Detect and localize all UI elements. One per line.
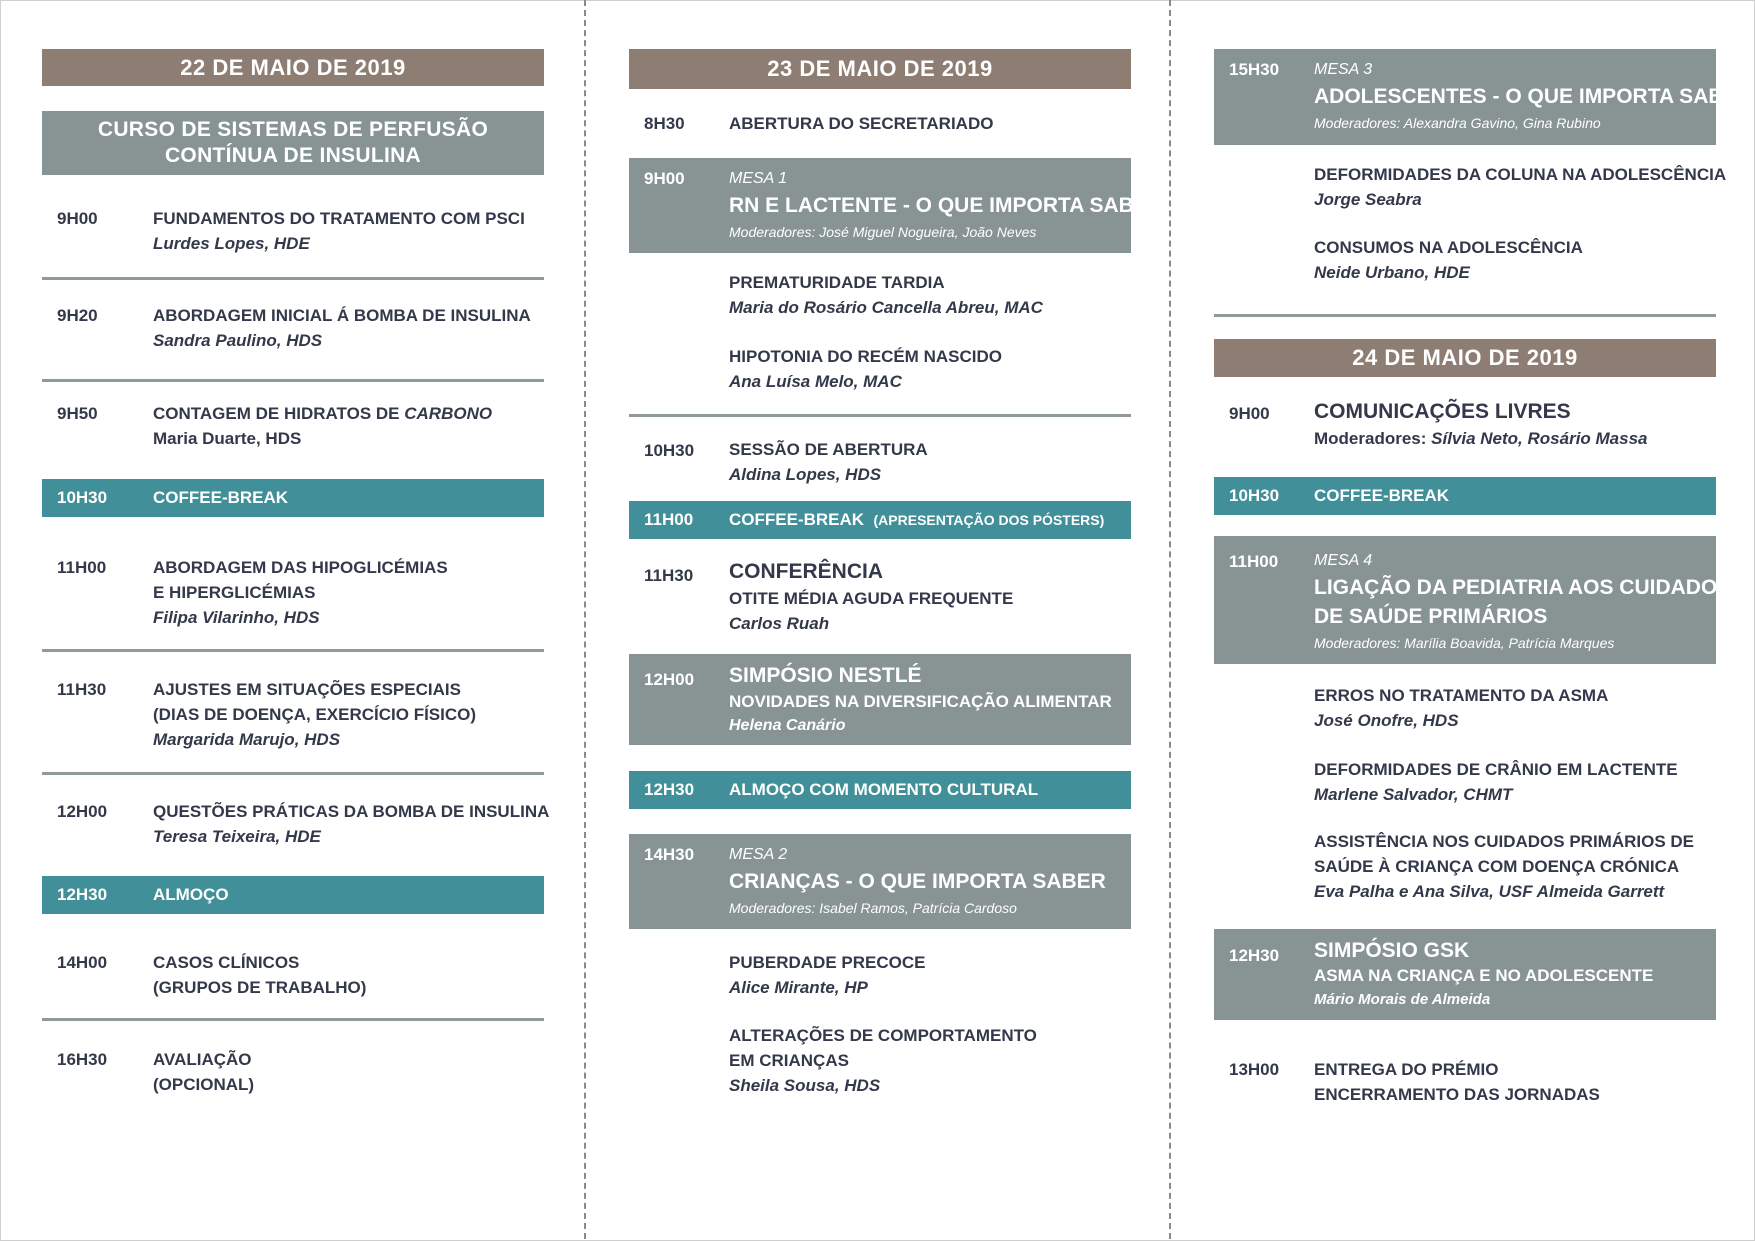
lunch-bar bbox=[42, 876, 544, 914]
session-heading: COMUNICAÇÕES LIVRES bbox=[1314, 400, 1571, 423]
session-title: ERROS NO TRATAMENTO DA ASMA bbox=[1314, 686, 1609, 705]
divider bbox=[42, 772, 544, 775]
fold-line-2 bbox=[1169, 0, 1171, 1239]
divider bbox=[42, 649, 544, 652]
session-item bbox=[729, 270, 1043, 320]
lunch-bar bbox=[629, 771, 1131, 809]
session-title: ABORDAGEM DAS HIPOGLICÉMIAS bbox=[153, 558, 448, 577]
mesa-content bbox=[729, 843, 1106, 920]
conference-item bbox=[729, 557, 1013, 636]
session-item bbox=[153, 950, 366, 1000]
speaker: José Onofre, HDS bbox=[1314, 711, 1459, 730]
mesa-title: LIGAÇÃO DA PEDIATRIA AOS CUIDADOS bbox=[1314, 576, 1732, 599]
mesa-title: DE SAÚDE PRIMÁRIOS bbox=[1314, 605, 1548, 628]
day-header bbox=[629, 49, 1131, 89]
course-title bbox=[42, 111, 544, 175]
break-note: (APRESENTAÇÃO DOS PÓSTERS) bbox=[873, 512, 1105, 528]
conference-heading: CONFERÊNCIA bbox=[729, 560, 884, 583]
divider bbox=[42, 277, 544, 280]
moderators: Moderadores: Alexandra Gavino, Gina Rubino bbox=[1314, 115, 1601, 131]
session-title-italic: CARBONO bbox=[404, 404, 493, 423]
speaker: Eva Palha e Ana Silva, USF Almeida Garrett bbox=[1314, 882, 1665, 901]
moderators-label: Moderadores: bbox=[1314, 429, 1432, 448]
mesa-4-block bbox=[1214, 536, 1732, 664]
time-label: 12H30 bbox=[644, 780, 695, 799]
divider bbox=[1214, 314, 1716, 317]
moderators: Moderadores: Isabel Ramos, Patrícia Cardoso bbox=[729, 900, 1017, 916]
session-item bbox=[1314, 829, 1694, 904]
mesa-label: MESA 1 bbox=[729, 170, 788, 187]
speaker: Ana Luísa Melo, MAC bbox=[729, 372, 902, 391]
session-item bbox=[153, 401, 492, 451]
session-title: AJUSTES EM SITUAÇÕES ESPECIAIS bbox=[153, 680, 461, 699]
session-title: CASOS CLÍNICOS bbox=[153, 953, 300, 972]
time-label: 9H00 bbox=[57, 209, 98, 228]
session-title: SESSÃO DE ABERTURA bbox=[729, 440, 928, 459]
day-header-label: 22 DE MAIO DE 2019 bbox=[180, 54, 406, 80]
speaker: Maria do Rosário Cancella Abreu, MAC bbox=[729, 298, 1043, 317]
session-title: (GRUPOS DE TRABALHO) bbox=[153, 978, 367, 997]
mesa-3-block bbox=[1214, 49, 1753, 145]
speaker: Maria Duarte, HDS bbox=[153, 429, 302, 448]
session-item bbox=[153, 799, 549, 849]
session-title: OTITE MÉDIA AGUDA FREQUENTE bbox=[729, 589, 1014, 608]
session-item bbox=[1314, 162, 1726, 212]
session-title: NOVIDADES NA DIVERSIFICAÇÃO ALIMENTAR bbox=[729, 692, 1112, 711]
day-header bbox=[42, 49, 544, 86]
time-label: 8H30 bbox=[644, 114, 685, 133]
session-title: ABORDAGEM INICIAL Á BOMBA DE INSULINA bbox=[153, 306, 531, 325]
time-label: 9H00 bbox=[644, 169, 685, 188]
divider bbox=[42, 1018, 544, 1021]
session-title: FUNDAMENTOS DO TRATAMENTO COM PSCI bbox=[153, 209, 525, 228]
session-item bbox=[729, 1023, 1037, 1098]
time-label: 10H30 bbox=[57, 488, 108, 507]
time-label: 14H30 bbox=[644, 845, 695, 864]
session-title: ENCERRAMENTO DAS JORNADAS bbox=[1314, 1085, 1600, 1104]
speaker: Neide Urbano, HDE bbox=[1314, 263, 1470, 282]
time-label: 11H30 bbox=[644, 566, 694, 585]
session-item bbox=[1314, 1057, 1600, 1107]
speaker: Teresa Teixeira, HDE bbox=[153, 827, 321, 846]
session-title: HIPOTONIA DO RECÉM NASCIDO bbox=[729, 347, 1002, 366]
session-item bbox=[729, 950, 925, 1000]
speaker: Carlos Ruah bbox=[729, 614, 830, 633]
coffee-break-bar bbox=[1214, 477, 1716, 515]
session-item bbox=[1314, 397, 1648, 451]
speaker: Jorge Seabra bbox=[1314, 190, 1422, 209]
break-label: COFFEE-BREAK bbox=[153, 488, 289, 507]
time-label: 16H30 bbox=[57, 1050, 108, 1069]
speaker: Aldina Lopes, HDS bbox=[729, 465, 882, 484]
session-title: ALTERAÇÕES DE COMPORTAMENTO bbox=[729, 1026, 1037, 1045]
moderators: Moderadores: Marília Boavida, Patrícia Marques bbox=[1314, 635, 1615, 651]
session-item bbox=[1314, 235, 1583, 285]
session-title: DEFORMIDADES DA COLUNA NA ADOLESCÊNCIA bbox=[1314, 165, 1727, 184]
session-title: PREMATURIDADE TARDIA bbox=[729, 273, 945, 292]
break-label: ALMOÇO bbox=[153, 885, 229, 904]
speaker: Helena Canário bbox=[729, 717, 846, 734]
moderators: Moderadores: José Miguel Nogueira, João Neves bbox=[729, 224, 1037, 240]
mesa-title: RN E LACTENTE - O QUE IMPORTA SABER bbox=[729, 194, 1164, 217]
symposium-content bbox=[729, 661, 1112, 738]
session-item bbox=[729, 437, 928, 487]
session-title: PUBERDADE PRECOCE bbox=[729, 953, 926, 972]
session-item bbox=[153, 303, 531, 353]
divider bbox=[42, 379, 544, 382]
moderators: Sílvia Neto, Rosário Massa bbox=[1431, 429, 1648, 448]
session-title: DEFORMIDADES DE CRÂNIO EM LACTENTE bbox=[1314, 760, 1678, 779]
speaker: Sandra Paulino, HDS bbox=[153, 331, 323, 350]
mesa-label: MESA 4 bbox=[1314, 552, 1373, 569]
symposium-block bbox=[1214, 929, 1716, 1020]
time-label: 10H30 bbox=[1229, 486, 1280, 505]
speaker: Marlene Salvador, CHMT bbox=[1314, 785, 1513, 804]
session-item bbox=[153, 1047, 254, 1097]
mesa-title: ADOLESCENTES - O QUE IMPORTA SABER bbox=[1314, 85, 1753, 108]
session-title: QUESTÕES PRÁTICAS DA BOMBA DE INSULINA bbox=[153, 802, 550, 821]
mesa-label: MESA 3 bbox=[1314, 61, 1373, 78]
session-item bbox=[153, 206, 525, 256]
speaker: Lurdes Lopes, HDE bbox=[153, 234, 310, 253]
fold-line-1 bbox=[584, 0, 586, 1239]
speaker: Alice Mirante, HP bbox=[729, 978, 868, 997]
mesa-title: CRIANÇAS - O QUE IMPORTA SABER bbox=[729, 870, 1106, 893]
session-title: EM CRIANÇAS bbox=[729, 1051, 849, 1070]
session-title: ASSISTÊNCIA NOS CUIDADOS PRIMÁRIOS DE bbox=[1314, 832, 1695, 851]
session-title: E HIPERGLICÉMIAS bbox=[153, 583, 316, 602]
mesa-content bbox=[1314, 549, 1731, 655]
session-title: CONSUMOS NA ADOLESCÊNCIA bbox=[1314, 238, 1583, 257]
session-title: ENTREGA DO PRÉMIO bbox=[1314, 1060, 1499, 1079]
divider bbox=[629, 414, 1131, 417]
time-label: 12H30 bbox=[57, 885, 108, 904]
break-title: COFFEE-BREAK bbox=[729, 510, 865, 529]
mesa-label: MESA 2 bbox=[729, 846, 788, 863]
time-label: 12H00 bbox=[644, 670, 695, 689]
session-item bbox=[153, 555, 448, 630]
mesa-2-block bbox=[629, 834, 1131, 929]
session-item bbox=[1314, 683, 1608, 733]
session-title: (DIAS DE DOENÇA, EXERCÍCIO FÍSICO) bbox=[153, 705, 477, 724]
day-header bbox=[1214, 339, 1716, 377]
time-label: 12H00 bbox=[57, 802, 108, 821]
mesa-1-block bbox=[629, 158, 1164, 253]
time-label: 11H00 bbox=[57, 558, 107, 577]
course-title-line: CONTÍNUA DE INSULINA bbox=[164, 144, 422, 167]
time-label: 12H30 bbox=[1229, 946, 1280, 965]
speaker: Filipa Vilarinho, HDS bbox=[153, 608, 320, 627]
speaker: Sheila Sousa, HDS bbox=[729, 1076, 881, 1095]
coffee-break-bar bbox=[42, 479, 544, 517]
session-item bbox=[153, 677, 476, 752]
session-item bbox=[1314, 757, 1678, 807]
course-title-line: CURSO DE SISTEMAS DE PERFUSÃO bbox=[97, 118, 489, 141]
session-item bbox=[729, 344, 1002, 394]
session-title: (OPCIONAL) bbox=[153, 1075, 255, 1094]
session-title: SAÚDE À CRIANÇA COM DOENÇA CRÓNICA bbox=[1314, 857, 1680, 876]
time-label: 11H30 bbox=[57, 680, 107, 699]
symposium-content bbox=[1314, 938, 1653, 1012]
time-label: 9H50 bbox=[57, 404, 98, 423]
mesa-content bbox=[729, 167, 1163, 244]
break-label: COFFEE-BREAK bbox=[1314, 486, 1450, 505]
session-title: AVALIAÇÃO bbox=[153, 1050, 252, 1069]
time-label: 11H00 bbox=[644, 510, 694, 529]
time-label: 11H00 bbox=[1229, 552, 1279, 571]
time-label: 10H30 bbox=[644, 441, 695, 460]
speaker: Mário Morais de Almeida bbox=[1314, 991, 1491, 1008]
symposium-heading: SIMPÓSIO NESTLÉ bbox=[729, 664, 922, 687]
symposium-heading: SIMPÓSIO GSK bbox=[1314, 939, 1470, 962]
day-header-label: 23 DE MAIO DE 2019 bbox=[767, 56, 993, 81]
time-label: 14H00 bbox=[57, 953, 108, 972]
time-label: 13H00 bbox=[1229, 1060, 1280, 1079]
time-label: 9H20 bbox=[57, 306, 98, 325]
time-label: 9H00 bbox=[1229, 404, 1270, 423]
coffee-break-bar bbox=[629, 501, 1131, 539]
symposium-block bbox=[629, 654, 1131, 745]
break-label bbox=[729, 510, 1104, 530]
time-label: 15H30 bbox=[1229, 60, 1280, 79]
day-header-label: 24 DE MAIO DE 2019 bbox=[1352, 345, 1578, 370]
session-title: ABERTURA DO SECRETARIADO bbox=[729, 114, 994, 133]
mesa-content bbox=[1314, 58, 1753, 135]
session-title: ASMA NA CRIANÇA E NO ADOLESCENTE bbox=[1314, 966, 1654, 985]
session-title: CONTAGEM DE HIDRATOS DE bbox=[153, 404, 405, 423]
speaker: Margarida Marujo, HDS bbox=[153, 730, 341, 749]
break-label: ALMOÇO COM MOMENTO CULTURAL bbox=[729, 780, 1039, 799]
